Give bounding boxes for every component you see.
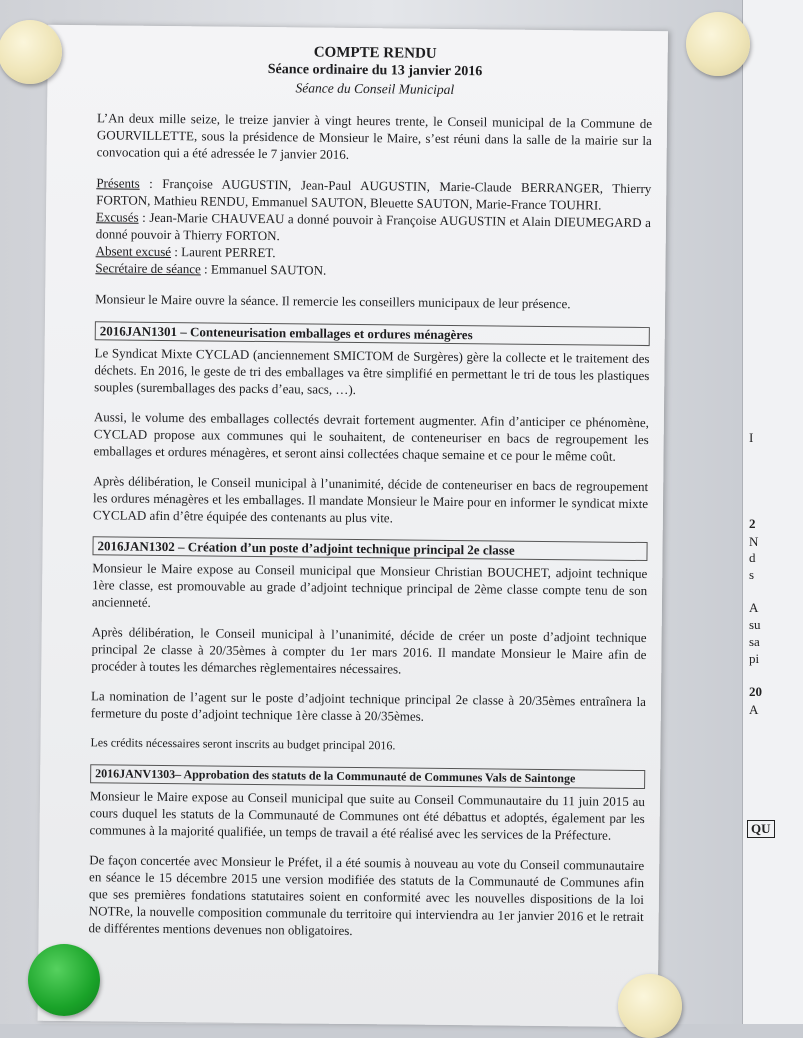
section-paragraph: Les crédits nécessaires seront inscrits au budget principal 2016.	[90, 735, 396, 753]
section-paragraph: Monsieur le Maire expose au Conseil municipal que suite au Conseil Communautaire du 11 juin 2015 au cours duquel les statuts de la Communauté de Communes ont été débattus et adoptés, également par les communes à la majorité qualifiée, un temps de travail a été réalisé avec les services de la Préfecture.	[89, 788, 645, 843]
meeting-minutes-sheet	[38, 25, 668, 1027]
absent-names: : Laurent PERRET.	[171, 244, 276, 261]
intro-paragraph: L’An deux mille seize, le treize janvier à vingt heures trente, le Conseil municipal de la Commune de GOURVILLETTE, sous la présidence de Monsieur le Maire, s’est réuni dans la salle de la mairie sur la convocation qui a été adressée le 7 janvier 2016.	[96, 110, 653, 162]
secretaire-name: : Emmanuel SAUTON.	[200, 261, 327, 278]
pushpin-icon	[0, 20, 62, 84]
session-date: Séance ordinaire du 13 janvier 2016	[267, 62, 483, 80]
excuses-label: Excusés	[95, 209, 139, 225]
section-paragraph: Monsieur le Maire expose au Conseil municipal que Monsieur Christian BOUCHET, adjoint technique 1ère classe, est promouvable au grade d’adjoint technique principal de 2ème classe compte tenu de son ancienneté.	[91, 560, 648, 610]
fragment: QU	[747, 820, 775, 838]
fragment: su	[749, 617, 761, 632]
fragment: sa	[749, 634, 760, 649]
section-heading: 2016JANV1303– Approbation des statuts de la Communauté de Communes Vals de Saintonge	[90, 764, 645, 789]
fragment: d	[749, 550, 756, 565]
pushpin-icon	[28, 944, 100, 1016]
adjacent-notice-sheet	[742, 0, 803, 1024]
secretaire-label: Secrétaire de séance	[95, 260, 201, 277]
section-paragraph: Aussi, le volume des emballages collectés devrait fortement augmenter. Afin d’anticiper ce phénomène, CYCLAD propose aux communes qui le souhaitent, de conteneuriser en bacs de regroupement les emballages et ordures ménagères, et seront ainsi collectées chaque semaine et ce pour le même coût.	[93, 409, 649, 464]
fragment: s	[749, 567, 755, 582]
section-statuts	[88, 764, 645, 942]
fragment: A	[749, 600, 759, 615]
fragment: A	[749, 702, 759, 717]
session-type: Séance du Conseil Municipal	[295, 80, 455, 98]
document-title: COMPTE RENDU	[313, 44, 437, 62]
section-creation-poste	[90, 536, 647, 757]
presents-names: : Françoise AUGUSTIN, Jean-Paul AUGUSTIN, Marie-Claude BERRANGER, Thierry FORTON, Mathieu RENDU, Emmanuel SAUTON, Bleuette SAUTON, Marie-France TOUHRI.	[96, 175, 652, 213]
opening-paragraph: Monsieur le Maire ouvre la séance. Il remercie les conseillers municipaux de leur présence.	[95, 291, 571, 312]
presents-label: Présents	[96, 175, 140, 191]
section-paragraph: La nomination de l’agent sur le poste d’adjoint technique principal 2e classe à 20/35èmes entraînera la fermeture du poste d’adjoint technique 1ère classe à 20/35èmes.	[90, 688, 647, 724]
section-heading: 2016JAN1302 – Création d’un poste d’adjoint technique principal 2e classe	[92, 536, 647, 561]
section-paragraph: Après délibération, le Conseil municipal à l’unanimité, décide de créer un poste d’adjoint technique principal 2e classe à 20/35èmes à compter du 1er mars 2016. Il mandate Monsieur le Maire afin de procéder à toutes les démarches règlementaires nécessaires.	[91, 624, 647, 677]
pushpin-icon	[686, 12, 750, 76]
attendance-list	[95, 174, 651, 282]
fragment: I	[749, 430, 754, 445]
section-heading: 2016JAN1301 – Conteneurisation emballages et ordures ménagères	[95, 321, 650, 346]
excuses-line	[96, 208, 651, 248]
fragment: pi	[749, 651, 760, 666]
section-paragraph: De façon concertée avec Monsieur le Préfet, il a été soumis à nouveau au vote du Conseil communautaire en séance le 15 décembre 2015 une version modifiée des statuts de la Communauté de Communes afin que ses premières fondations statutaires soient en conformité avec les nouvelles dispositions de la loi NOTRe, la nouvelle composition communale du territoire qui interviendra au 1er janvier 2016 et le retrait de différentes mentions devenues non obligatoires.	[88, 852, 645, 938]
fragment: 2	[749, 516, 756, 531]
absent-label: Absent excusé	[95, 243, 172, 260]
section-paragraph: Le Syndicat Mixte CYCLAD (anciennement SMICTOM de Surgères) gère la collecte et le traitement des déchets. En 2016, le geste de tri des emballages va être simplifié en permettant le tri de tous les plastiques souples (suremballages des packs d’eau, sacs, …).	[94, 345, 650, 397]
fragment: 20	[749, 684, 762, 699]
section-conteneurisation	[93, 321, 650, 529]
fragment: N	[749, 534, 759, 549]
excuses-names: : Jean-Marie CHAUVEAU a donné pouvoir à Françoise AUGUSTIN et Alain DIEUMEGARD a donné pouvoir à Thierry FORTON.	[95, 209, 652, 244]
document-content	[88, 41, 652, 955]
section-paragraph: Après délibération, le Conseil municipal à l’unanimité, décide de conteneuriser en bacs de regroupement les ordures ménagères et les emballages. Il mandate Monsieur le Maire pour en informer le syndicat mixte CYCLAD afin d’être équipée des contenants au plus vite.	[92, 473, 649, 526]
pushpin-icon	[618, 974, 682, 1038]
presents-line	[96, 174, 651, 214]
